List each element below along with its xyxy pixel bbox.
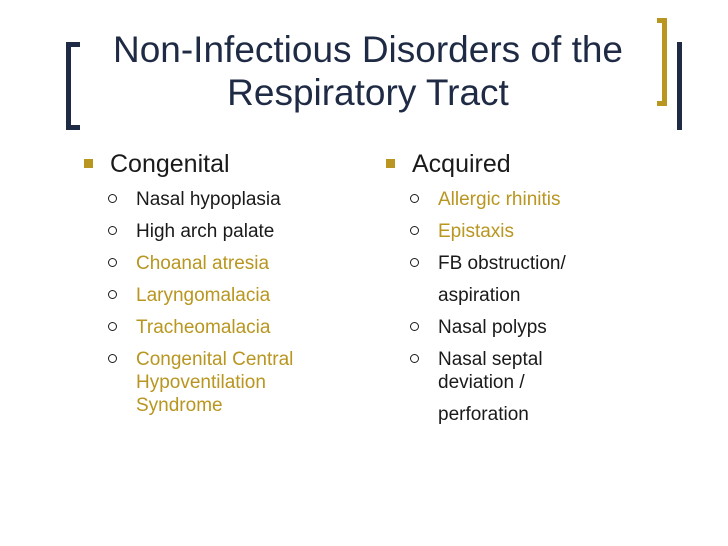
list-item xyxy=(108,252,364,275)
slide-title: Non-Infectious Disorders of the Respiratory Tract xyxy=(112,29,623,113)
list-item-text: Choanal atresia xyxy=(136,253,270,274)
list-item-text: Nasal septal deviation / xyxy=(438,349,543,393)
list-item xyxy=(108,348,364,417)
list-item xyxy=(108,316,364,339)
list-item-text: Tracheomalacia xyxy=(136,317,271,338)
acquired-heading: Acquired xyxy=(412,150,511,178)
circle-bullet-icon xyxy=(108,226,117,235)
circle-bullet-icon xyxy=(108,258,117,267)
list-item-text: FB obstruction/ xyxy=(438,253,566,274)
list-item-text: Nasal hypoplasia xyxy=(136,189,281,210)
square-bullet-icon xyxy=(386,159,395,168)
circle-bullet-icon xyxy=(410,322,419,331)
list-item-text: High arch palate xyxy=(136,221,275,242)
list-item xyxy=(410,220,666,243)
right-bar-decoration xyxy=(677,42,682,130)
circle-bullet-icon xyxy=(108,290,117,299)
circle-bullet-icon xyxy=(108,322,117,331)
circle-bullet-icon xyxy=(410,258,419,267)
list-item xyxy=(410,188,666,211)
list-item xyxy=(410,316,666,339)
circle-bullet-icon xyxy=(410,226,419,235)
list-item xyxy=(410,252,666,275)
list-item-text: Epistaxis xyxy=(438,221,515,242)
congenital-column xyxy=(84,148,364,426)
list-item-text: aspiration xyxy=(438,285,521,306)
acquired-column xyxy=(386,148,666,435)
list-item xyxy=(108,220,364,243)
congenital-heading: Congenital xyxy=(110,150,230,178)
circle-bullet-icon xyxy=(410,194,419,203)
list-item-text: Congenital Central Hypoventilation Syndrome xyxy=(136,349,294,416)
list-item-text: Nasal polyps xyxy=(438,317,547,338)
congenital-list xyxy=(84,188,364,417)
circle-bullet-icon xyxy=(410,354,419,363)
list-item-text: Allergic rhinitis xyxy=(438,189,561,210)
left-bracket-decoration xyxy=(66,42,80,130)
congenital-heading-row xyxy=(84,148,364,180)
list-item xyxy=(410,348,666,394)
acquired-heading-row xyxy=(386,148,666,180)
list-item-text: perforation xyxy=(438,404,529,425)
circle-bullet-icon xyxy=(108,354,117,363)
list-item-text: Laryngomalacia xyxy=(136,285,271,306)
list-item xyxy=(410,403,666,426)
list-item xyxy=(108,188,364,211)
list-item xyxy=(410,284,666,307)
list-item xyxy=(108,284,364,307)
circle-bullet-icon xyxy=(108,194,117,203)
acquired-list xyxy=(386,188,666,426)
square-bullet-icon xyxy=(84,159,93,168)
right-bracket-decoration xyxy=(657,18,667,106)
